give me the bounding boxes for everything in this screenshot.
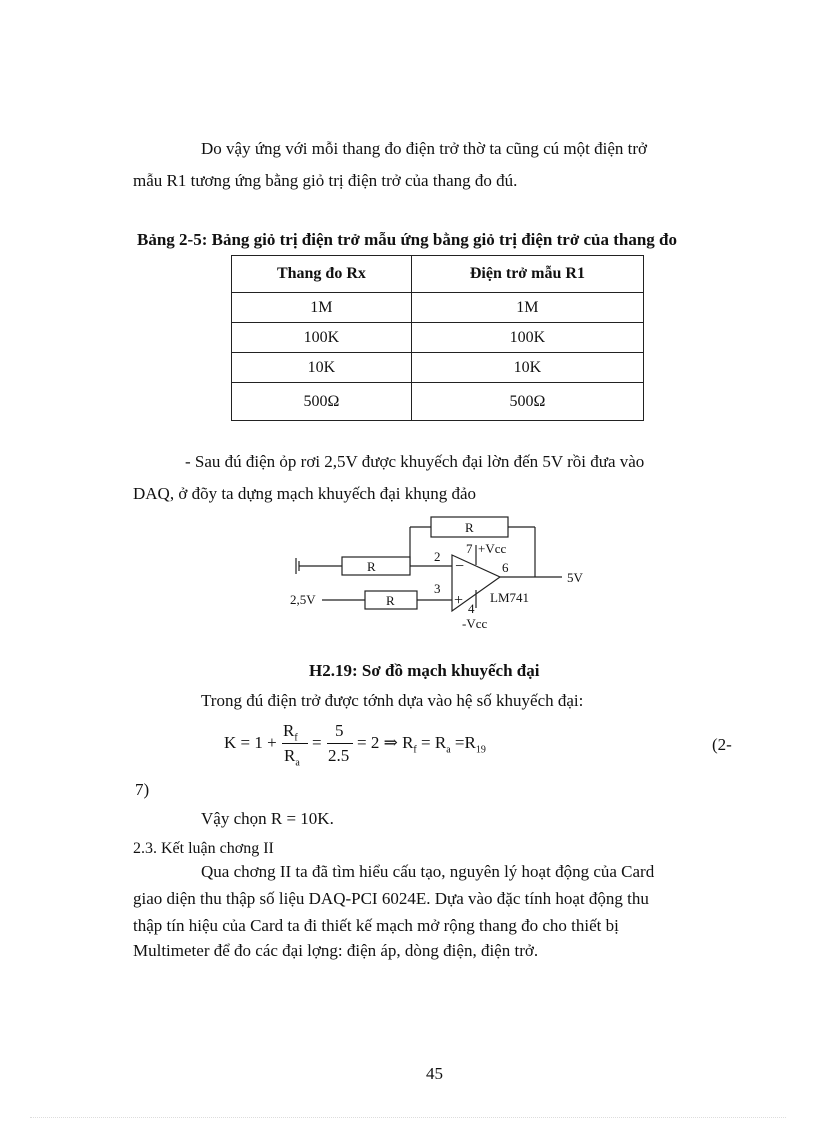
label-input-voltage: 2,5V xyxy=(290,592,316,607)
label-pin6: 6 xyxy=(502,560,509,575)
paragraph-5-line-2: giao diện thu thập số liệu DAQ-PCI 6024E. Dựa vào đặc tính hoạt động thu xyxy=(133,889,649,908)
table-cell: 1M xyxy=(411,293,643,323)
equation-frac2-num: 5 xyxy=(335,721,344,740)
table-caption: Bảng 2-5: Bảng giỏ trị điện trở mẫu ứng bằng giỏ trị điện trở của thang đo xyxy=(137,230,678,249)
table-cell: 100K xyxy=(232,323,412,353)
label-pin7: 7 xyxy=(466,541,473,556)
paragraph-2-line-1: - Sau đú điện ỏp rơi 2,5V được khuyếch đại lờn đến 5V rồi đưa vào xyxy=(185,452,645,471)
label-pin3: 3 xyxy=(434,581,441,596)
paragraph-5-line-1: Qua chơng II ta đã tìm hiểu cấu tạo, nguyên lý hoạt động của Card xyxy=(201,862,655,881)
label-r-top: R xyxy=(465,520,474,535)
equation-number-open: (2- xyxy=(712,735,732,754)
page-bottom-border xyxy=(30,1117,786,1118)
table-cell: 1M xyxy=(232,293,412,323)
label-pin4: 4 xyxy=(468,601,475,616)
label-vcc-plus: +Vcc xyxy=(478,541,507,556)
paragraph-3: Trong đú điện trở được tớnh dựa vào hệ số khuyếch đại: xyxy=(201,691,584,710)
paragraph-5-line-4: Multimeter để đo các đại lợng: điện áp, dòng điện, điện trở. xyxy=(133,941,539,960)
label-opamp: LM741 xyxy=(490,590,529,605)
label-pin2: 2 xyxy=(434,549,441,564)
resistor-input xyxy=(342,557,410,575)
label-r-input: R xyxy=(367,559,376,574)
table-cell: 10K xyxy=(411,353,643,383)
equation-frac1-num: $R_f$ xyxy=(283,721,298,744)
opamp-minus-sign: − xyxy=(455,558,465,575)
page-number: 45 xyxy=(426,1064,443,1083)
equation-frac1-den: $R_a$ xyxy=(284,746,300,769)
equation-rest: = 2 ⇒ $R_f = R_a =R_{19}$ xyxy=(357,733,486,756)
equation-eq1: = xyxy=(312,733,322,752)
figure-caption: H2.19: Sơ đồ mạch khuyếch đại xyxy=(309,661,540,680)
table-cell: 10K xyxy=(232,353,412,383)
table-header-cell: Thang đo Rx xyxy=(232,256,412,293)
table-cell: 500Ω xyxy=(232,383,412,421)
paragraph-5-line-3: thập tín hiệu của Card ta đi thiết kế mạch mở rộng thang đo cho thiết bị xyxy=(133,916,619,935)
label-output-voltage: 5V xyxy=(567,570,583,585)
table-header-cell: Điện trở mẫu R1 xyxy=(411,256,643,293)
table-cell: 500Ω xyxy=(411,383,643,421)
table-cell: 100K xyxy=(411,323,643,353)
paragraph-2-line-2: DAQ, ở đõy ta dựng mạch khuyếch đại khụng đảo xyxy=(133,484,477,503)
opamp-plus-sign: + xyxy=(454,592,464,609)
label-r-bottom: R xyxy=(386,593,395,608)
paragraph-1-line-1: Do vậy ứng với mỗi thang đo điện trở thờ ta cũng cú một điện trở xyxy=(201,139,648,158)
paragraph-4: Vậy chọn R = 10K. xyxy=(201,809,334,828)
fraction-bar xyxy=(282,743,308,744)
equation-lhs: K = 1 + xyxy=(224,733,277,752)
section-heading: 2.3. Kết luận chơng II xyxy=(133,840,274,857)
paragraph-1-line-2: mẫu R1 tương ứng bằng giỏ trị điện trở của thang đo đú. xyxy=(133,171,518,190)
fraction-bar xyxy=(327,743,353,744)
equation-frac2-den: 2.5 xyxy=(328,746,350,765)
equation-number-close: 7) xyxy=(135,780,150,799)
label-vcc-minus: -Vcc xyxy=(462,616,488,631)
